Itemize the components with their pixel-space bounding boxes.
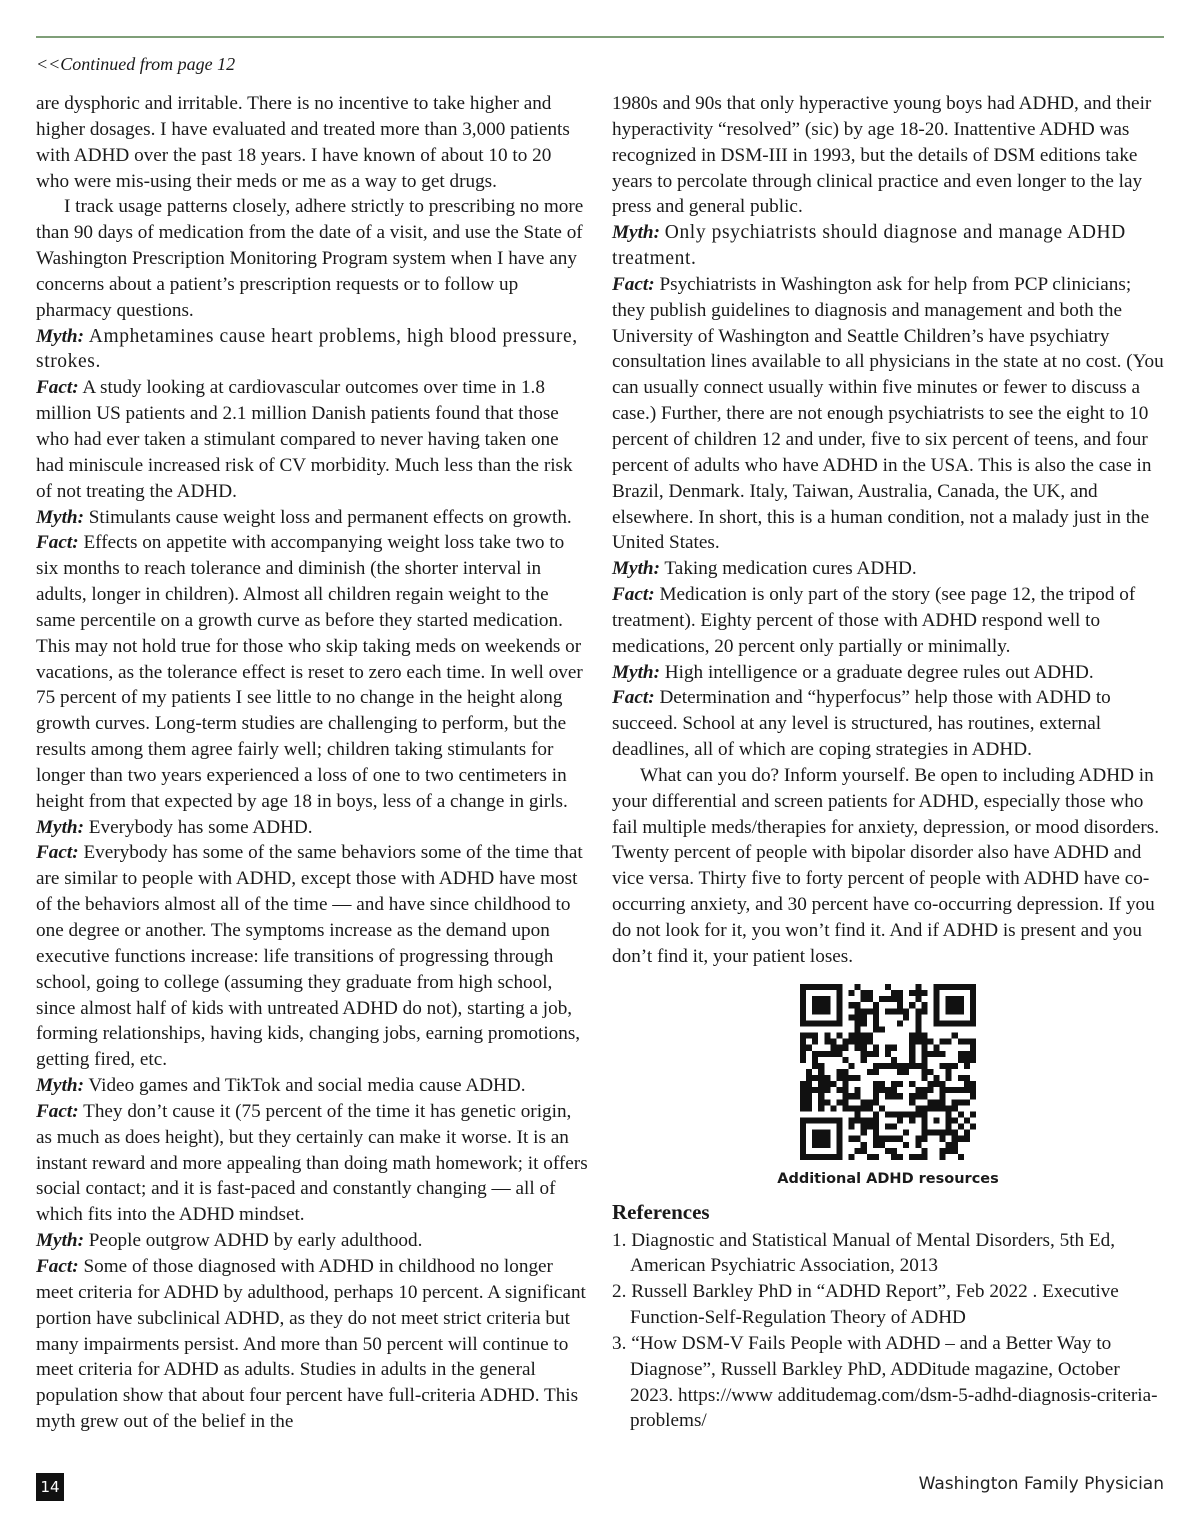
fact-item — [612, 272, 1164, 556]
fact-label: Fact: — [612, 687, 655, 709]
myth-text: Stimulants cause weight loss and permanent effects on growth. — [88, 506, 572, 528]
myth-item — [36, 505, 588, 531]
qr-caption: Additional ADHD resources — [777, 1170, 999, 1187]
myth-item — [36, 324, 588, 376]
myth-label: Myth: — [612, 222, 660, 244]
myth-text: People outgrow ADHD by early adulthood. — [88, 1230, 423, 1252]
myth-text: Only psychiatrists should diagnose and manage ADHD treatment. — [612, 222, 1126, 270]
fact-label: Fact: — [612, 273, 655, 295]
fact-item — [36, 1099, 588, 1228]
publication-name: Washington Family Physician — [918, 1474, 1164, 1494]
fact-text: A study looking at cardiovascular outcomes over time in 1.8 million US patients and 2.1 million Danish patients found that those who had ever taken a stimulant compared to never having taken one had miniscule increased risk of CV morbidity. Much less than the risk of not treating the ADHD. — [36, 377, 573, 502]
myth-text: Taking medication cures ADHD. — [664, 558, 917, 580]
page-number: 14 — [36, 1473, 64, 1501]
myth-label: Myth: — [612, 558, 660, 580]
fact-text: Some of those diagnosed with ADHD in childhood no longer meet criteria for ADHD by adulthood, perhaps 10 percent. A significant portion have subclinical ADHD, as they do not meet strict criteria but many impairments persist. And more than 50 percent will continue to meet criteria for ADHD as adults. Studies in adults in the general population show that about four percent have full-criteria ADHD. This myth grew out of the belief in the — [36, 1255, 586, 1433]
right-column — [612, 91, 1164, 1434]
continued-note: <<Continued from page 12 — [36, 54, 236, 74]
myth-text: Everybody has some ADHD. — [88, 816, 313, 838]
references-title: References — [612, 1199, 710, 1224]
fact-text: Everybody has some of the same behaviors some of the time that are similar to people with ADHD, except those with ADHD have most of the behaviors almost all of the time — and have since childhood to one degree or another. The symptoms increase as the demand upon executive functions increase: life transitions of progressing through school, going to college (assuming they graduate from high school, since almost half of kids with untreated ADHD do not), starting a job, forming relationships, having kids, changing jobs, earning promotions, getting fired, etc. — [36, 842, 583, 1071]
myth-label: Myth: — [36, 1075, 84, 1097]
qr-block — [612, 984, 1164, 1192]
reference-item: 3. “How DSM-V Fails People with ADHD – and a Better Way to Diagnose”, Russell Barkley PhD, ADDitude magazine, October 2023. https://www additudemag.com/dsm-5-adhd-diagnosis-criteria-problems/ — [612, 1332, 1158, 1432]
fact-text: Medication is only part of the story (see page 12, the tripod of treatment). Eighty percent of those with ADHD respond well to medications, 20 percent only partially or minimally. — [612, 584, 1136, 657]
paragraph: I track usage patterns closely, adhere strictly to prescribing no more than 90 days of medication from the date of a visit, and use the State of Washington Prescription Monitoring Program system when I have any concerns about a patient’s prescription requests or to follow up pharmacy questions. — [36, 196, 584, 321]
fact-item — [612, 582, 1164, 660]
fact-item — [36, 530, 588, 814]
fact-text: Determination and “hyperfocus” help those with ADHD to succeed. School at any level is structured, has routines, external deadlines, all of which are coping strategies in ADHD. — [612, 687, 1111, 761]
myth-text: Amphetamines cause heart problems, high blood pressure, strokes. — [36, 325, 578, 373]
qr-code-icon[interactable] — [800, 984, 976, 1160]
fact-item — [36, 1254, 588, 1435]
left-column — [36, 91, 588, 1435]
myth-item — [36, 1073, 588, 1099]
myth-item — [36, 815, 588, 841]
reference-item: 2. Russell Barkley PhD in “ADHD Report”, Feb 2022 . Executive Function-Self-Regulation Theory of ADHD — [612, 1281, 1119, 1329]
fact-text: They don’t cause it (75 percent of the time it has genetic origin, as much as does height), but they certainly can make it worse. It is an instant reward and more appealing than doing math homework; it offers social contact; and it is fast-paced and constantly changing — all of which fits into the ADHD mindset. — [36, 1100, 588, 1226]
paragraph: are dysphoric and irritable. There is no incentive to take higher and higher dosages. I have evaluated and treated more than 3,000 patients with ADHD over the past 18 years. I have known of about 10 to 20 who were mis-using their meds or me as a way to get drugs. — [36, 93, 570, 192]
paragraph: What can you do? Inform yourself. Be open to including ADHD in your differential and screen patients for ADHD, especially those who fail multiple meds/therapies for anxiety, depression, or mood disorders. Twenty percent of people with bipolar disorder also have ADHD and vice versa. Thirty five to forty percent of people with ADHD have co-occurring anxiety, and 30 percent have co-occurring depression. If you do not look for it, you won’t find it. And if ADHD is present and you don’t find it, your patient loses. — [612, 764, 1160, 967]
myth-label: Myth: — [36, 816, 84, 838]
myth-label: Myth: — [36, 325, 84, 347]
fact-label: Fact: — [36, 1100, 79, 1122]
myth-label: Myth: — [36, 506, 84, 528]
myth-label: Myth: — [36, 1230, 84, 1252]
top-rule — [36, 36, 1164, 38]
myth-text: Video games and TikTok and social media cause ADHD. — [88, 1075, 526, 1097]
fact-text: Effects on appetite with accompanying weight loss take two to six months to reach tolerance and diminish (the shorter interval in adults, longer in children). Almost all children regain weight to the same percentile on a growth curve as before they started medication. This may not hold true for those who skip taking meds on weekends or vacations, as the tolerance effect is reset to zero each time. In well over 75 percent of my patients I see little to no change in the height along growth curves. Long-term studies are challenging to perform, but the results among them agree fairly well; children taking stimulants for longer than two years experienced a loss of one to two centimeters in height from that expected by age 18 in boys, less of a change in girls. — [36, 532, 583, 812]
myth-item — [36, 1228, 588, 1254]
myth-text: High intelligence or a graduate degree rules out ADHD. — [664, 661, 1094, 683]
fact-label: Fact: — [36, 377, 79, 399]
reference-item: 1. Diagnostic and Statistical Manual of Mental Disorders, 5th Ed, American Psychiatric Association, 2013 — [612, 1229, 1116, 1277]
fact-item — [36, 840, 588, 1073]
fact-text: Psychiatrists in Washington ask for help from PCP clinicians; they publish guidelines to diagnosis and management and both the University of Washington and Seattle Children’s have psychiatry consultation lines available to all physicians in the state at no cost. (You can usually connect usually within five minutes or fewer to discuss a case.) Further, there are not enough psychiatrists to see the eight to 10 percent of children 12 and under, five to six percent of teens, and four percent of adults who have ADHD in the USA. This is also the case in Brazil, Denmark. Italy, Taiwan, Australia, Canada, the UK, and elsewhere. In short, this is a human condition, not a malady just in the United States. — [612, 273, 1164, 554]
fact-label: Fact: — [36, 842, 79, 864]
fact-label: Fact: — [36, 532, 79, 554]
myth-item — [612, 220, 1164, 272]
fact-item — [612, 685, 1164, 763]
paragraph: 1980s and 90s that only hyperactive young boys had ADHD, and their hyperactivity “resolved” (sic) by age 18-20. Inattentive ADHD was recognized in DSM-III in 1993, but the details of DSM editions take years to percolate through clinical practice and even longer to the lay press and general public. — [612, 93, 1152, 218]
myth-item — [612, 556, 1164, 582]
fact-label: Fact: — [612, 584, 655, 606]
myth-label: Myth: — [612, 661, 660, 683]
fact-item — [36, 375, 588, 504]
fact-label: Fact: — [36, 1255, 79, 1277]
myth-item — [612, 660, 1164, 686]
